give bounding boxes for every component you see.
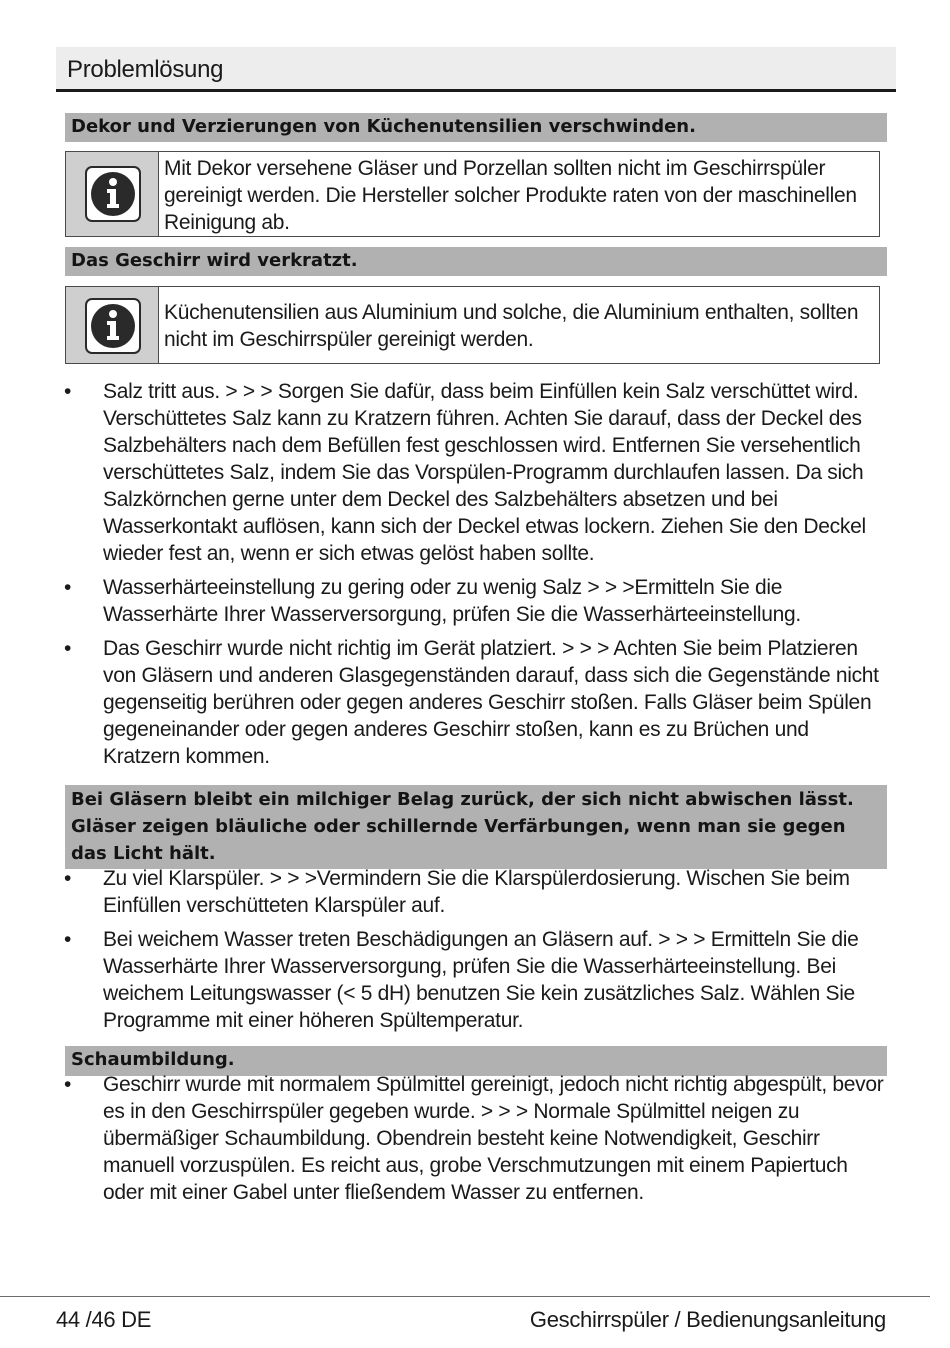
section-heading-text: Bei Gläsern bleibt ein milchiger Belag zurück, der sich nicht abwischen lässt. Gläser zeigen bläuliche oder schillernde Verfärbungen, wenn man sie gegen das Licht hält.	[71, 789, 854, 864]
list-item-text: Bei weichem Wasser treten Beschädigungen an Gläsern auf. > > > Ermitteln Sie die Wasserhärte Ihrer Wasserversorgung, prüfen Sie die Wasserhärteeinstellung. Bei weichem Leitungswasser (< 5 dH) benutzen Sie kein zusätzliches Salz. Wählen Sie Programme mit einer höheren Spültemperatur.	[103, 928, 859, 1032]
list-item	[58, 378, 888, 567]
bullet-icon: •	[64, 637, 72, 660]
section-heading-text: Dekor und Verzierungen von Küchenutensilien verschwinden.	[71, 116, 696, 137]
footer-divider	[0, 1296, 930, 1297]
section-heading	[65, 113, 887, 142]
list-item	[58, 926, 888, 1034]
list-item	[58, 1071, 888, 1206]
list-item	[58, 574, 888, 628]
list-item-text: Zu viel Klarspüler. > > >Vermindern Sie die Klarspülerdosierung. Wischen Sie beim Einfüllen verschütteten Klarspüler auf.	[103, 867, 850, 917]
list-item-text: Das Geschirr wurde nicht richtig im Gerät platziert. > > > Achten Sie beim Platzieren von Gläsern und anderen Glasgegenständen darauf, dass sich die Gegenstände nicht gegenseitig berühren oder gegen anderes Geschirr stoßen. Falls Gläser beim Spülen gegeneinander oder gegen anderes Geschirr stoßen, kann es zu Brüchen und Kratzern kommen.	[103, 637, 879, 768]
info-icon	[85, 166, 141, 222]
list-item-text: Wasserhärteeinstellung zu gering oder zu wenig Salz > > >Ermitteln Sie die Wasserhärte Ihrer Wasserversorgung, prüfen Sie die Wasserhärteeinstellung.	[103, 576, 801, 626]
document-title: Geschirrspüler / Bedienungsanleitung	[529, 1307, 886, 1332]
info-icon	[85, 298, 141, 354]
info-note	[65, 151, 880, 237]
bullet-icon: •	[64, 867, 72, 890]
page-header	[56, 47, 896, 92]
section-heading	[65, 247, 887, 276]
bullet-icon: •	[64, 576, 72, 599]
page-title: Problemlösung	[67, 56, 224, 83]
info-icon-cell	[66, 152, 159, 236]
section-heading-text: Das Geschirr wird verkratzt.	[71, 250, 358, 271]
bullet-list	[58, 378, 888, 777]
note-text: Küchenutensilien aus Aluminium und solche, die Aluminium enthalten, sollten nicht im Geschirrspüler gereinigt werden.	[164, 301, 859, 351]
list-item-text: Salz tritt aus. > > > Sorgen Sie dafür, dass beim Einfüllen kein Salz verschüttet wird. Verschüttetes Salz kann zu Kratzern führen. Achten Sie darauf, dass der Deckel des Salzbehälters nach dem Befüllen fest geschlossen wird. Entfernen Sie versehentlich verschüttetes Salz, indem Sie das Vorspülen-Programm durchlaufen lassen. Da sich Salzkörnchen gerne unter dem Deckel des Salzbehälters absetzen und bei Wasserkontakt auflösen, kann sich der Deckel etwas lockern. Ziehen Sie den Deckel wieder fest an, wenn er sich etwas gelöst haben sollte.	[103, 380, 866, 565]
bullet-icon: •	[64, 380, 72, 403]
note-text: Mit Dekor versehene Gläser und Porzellan sollten nicht im Geschirrspüler gereinigt werden. Die Hersteller solcher Produkte raten von der maschinellen Reinigung ab.	[164, 157, 857, 234]
page-number: 44 /46 DE	[56, 1307, 152, 1332]
list-item-text: Geschirr wurde mit normalem Spülmittel gereinigt, jedoch nicht richtig abgespült, bevor es in den Geschirrspüler gegeben wurde. > > > Normale Spülmittel neigen zu übermäßiger Schaumbildung. Obendrein besteht keine Notwendigkeit, Geschirr manuell vorzuspülen. Es reicht aus, grobe Verschmutzungen mit einem Papiertuch oder mit einer Gabel unter fließendem Wasser zu entfernen.	[103, 1073, 884, 1204]
section-heading	[65, 785, 887, 869]
info-note	[65, 286, 880, 364]
section-heading-text: Schaumbildung.	[71, 1049, 235, 1070]
info-icon-cell	[66, 287, 159, 363]
bullet-list	[58, 865, 888, 1041]
bullet-icon: •	[64, 928, 72, 951]
bullet-icon: •	[64, 1073, 72, 1096]
bullet-list	[58, 1071, 888, 1213]
list-item	[58, 865, 888, 919]
list-item	[58, 635, 888, 770]
